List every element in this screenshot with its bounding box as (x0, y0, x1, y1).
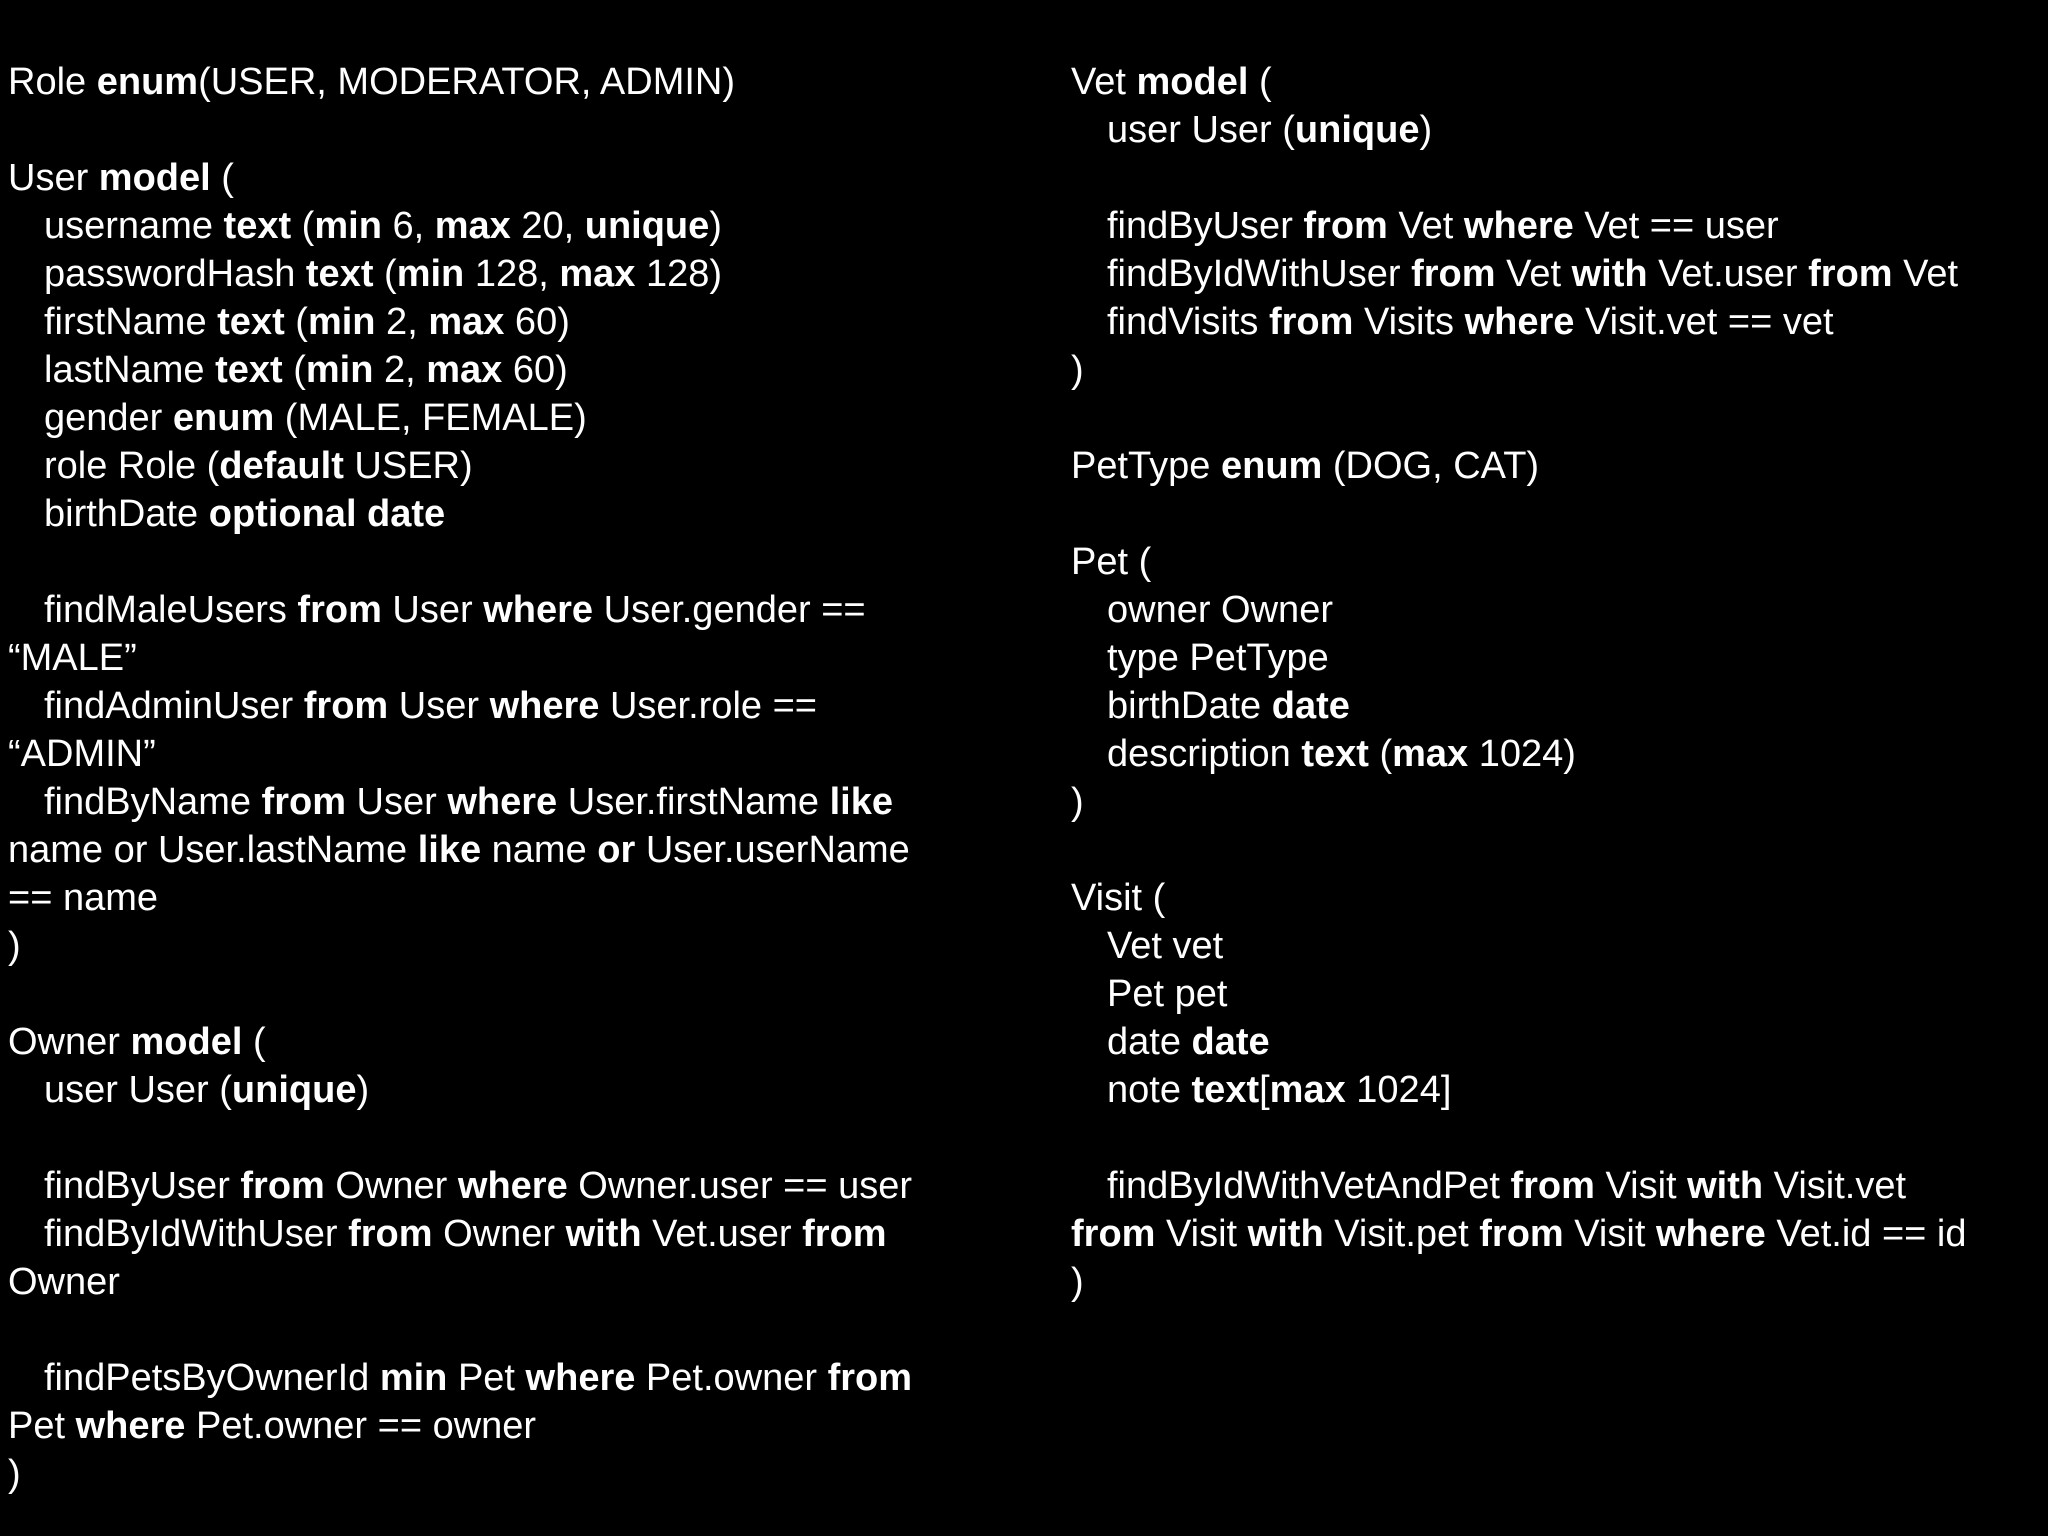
code-text: Pet (8, 1405, 76, 1447)
code-line (1071, 1162, 2041, 1210)
code-keyword: where (489, 685, 600, 727)
blank-line (8, 970, 1008, 1018)
code-line (1071, 106, 2041, 154)
code-keyword: from (297, 589, 382, 631)
code-text: user User ( (1107, 109, 1295, 151)
code-text: username (44, 205, 224, 247)
code-keyword: date (1271, 685, 1350, 727)
code-text: Owner (8, 1021, 131, 1063)
code-text: Vet (1387, 205, 1464, 247)
blank-line (1071, 1114, 2041, 1162)
code-text: findPetsByOwnerId (44, 1357, 380, 1399)
code-text: Pet.owner (635, 1357, 828, 1399)
code-text: ( (373, 253, 397, 295)
code-text: User (388, 685, 490, 727)
code-keyword: from (1479, 1213, 1564, 1255)
code-text: findByIdWithUser (1107, 253, 1412, 295)
code-line (8, 394, 1008, 442)
code-text: User.firstName (557, 781, 830, 823)
code-text: Visit (1594, 1165, 1688, 1207)
code-text: firstName (44, 301, 218, 343)
code-text: User.userName (635, 829, 910, 871)
code-keyword: with (1687, 1165, 1764, 1207)
code-keyword: text (305, 253, 374, 295)
code-line (1071, 250, 2041, 298)
code-line (1071, 346, 2041, 394)
code-text: name (481, 829, 598, 871)
code-text: Vet (1495, 253, 1572, 295)
code-keyword: with (565, 1213, 642, 1255)
code-text: description (1107, 733, 1302, 775)
code-line (8, 1258, 1008, 1306)
code-text: Pet ( (1071, 541, 1152, 583)
code-keyword: model (98, 157, 211, 199)
code-text: findByIdWithVetAndPet (1107, 1165, 1511, 1207)
code-line (8, 202, 1008, 250)
code-keyword: where (75, 1405, 186, 1447)
code-line (1071, 874, 2041, 922)
code-line (8, 442, 1008, 490)
code-text: 2, (373, 349, 427, 391)
code-line (8, 298, 1008, 346)
blank-line (1071, 490, 2041, 538)
code-text: ) (8, 1453, 21, 1495)
code-text: ) (1071, 349, 1084, 391)
code-text: findVisits (1107, 301, 1269, 343)
code-keyword: model (1136, 61, 1249, 103)
code-line (8, 634, 1008, 682)
code-keyword: from (261, 781, 346, 823)
code-keyword: where (483, 589, 594, 631)
code-text: findByUser (1107, 205, 1304, 247)
code-text: date (1107, 1021, 1192, 1063)
code-keyword: enum (1220, 445, 1323, 487)
blank-line (1071, 826, 2041, 874)
code-keyword: unique (231, 1069, 357, 1111)
code-keyword: text (1191, 1069, 1260, 1111)
code-keyword: enum (96, 61, 199, 103)
code-keyword: min (379, 1357, 448, 1399)
code-text: User (8, 157, 99, 199)
code-line (8, 1450, 1008, 1498)
code-keyword: from (348, 1213, 433, 1255)
code-text: findByUser (44, 1165, 241, 1207)
code-text: 128, (464, 253, 560, 295)
code-text: passwordHash (44, 253, 306, 295)
code-keyword: like (829, 781, 893, 823)
code-keyword: from (802, 1213, 887, 1255)
code-line (1071, 730, 2041, 778)
code-text: Vet vet (1107, 925, 1224, 967)
code-line (1071, 970, 2041, 1018)
code-text: Vet == user (1573, 205, 1779, 247)
code-line (8, 1162, 1008, 1210)
code-keyword: where (1463, 205, 1574, 247)
code-text: (DOG, CAT) (1322, 445, 1540, 487)
code-text: 6, (381, 205, 435, 247)
code-line (1071, 586, 2041, 634)
code-text: 2, (375, 301, 429, 343)
code-text: 128) (635, 253, 723, 295)
blank-line (8, 538, 1008, 586)
code-text: role Role ( (44, 445, 220, 487)
code-text: type PetType (1107, 637, 1329, 679)
code-keyword: where (1464, 301, 1575, 343)
code-keyword: unique (1294, 109, 1420, 151)
code-line (1071, 58, 2041, 106)
code-text: ( (282, 349, 306, 391)
code-line (1071, 922, 2041, 970)
code-line (1071, 634, 2041, 682)
code-text: Visits (1353, 301, 1465, 343)
code-keyword: from (827, 1357, 913, 1399)
code-keyword: like (417, 829, 482, 871)
code-line (8, 154, 1008, 202)
code-text: Vet.user (641, 1213, 803, 1255)
code-text: (MALE, FEMALE) (274, 397, 587, 439)
code-text: (USER, MODERATOR, ADMIN) (198, 61, 736, 103)
blank-line (8, 1114, 1008, 1162)
code-line (1071, 538, 2041, 586)
code-text: Pet.owner == owner (185, 1405, 537, 1447)
code-keyword: from (1510, 1165, 1595, 1207)
code-text: Owner (432, 1213, 566, 1255)
code-line (8, 490, 1008, 538)
code-keyword: from (240, 1165, 325, 1207)
code-text: 60) (502, 349, 568, 391)
code-text: User.gender == (593, 589, 866, 631)
blank-line (8, 1306, 1008, 1354)
code-text: Visit ( (1071, 877, 1166, 919)
code-text: Vet.id == id (1765, 1213, 1967, 1255)
code-text: birthDate (1107, 685, 1272, 727)
code-text: ( (242, 1021, 266, 1063)
code-keyword: where (525, 1357, 636, 1399)
code-text: user User ( (44, 1069, 232, 1111)
code-keyword: min (307, 301, 376, 343)
code-line (8, 1210, 1008, 1258)
code-text: PetType (1071, 445, 1221, 487)
code-line (8, 1354, 1008, 1402)
code-line (1071, 442, 2041, 490)
code-line (8, 730, 1008, 778)
code-keyword: or (597, 829, 636, 871)
code-keyword: with (1571, 253, 1648, 295)
code-text: findByName (44, 781, 262, 823)
code-text: Visit (1563, 1213, 1656, 1255)
code-keyword: text (1301, 733, 1369, 775)
code-keyword: where (457, 1165, 568, 1207)
code-line (8, 1402, 1008, 1450)
code-line (1071, 1258, 2041, 1306)
code-text: Visit.pet (1323, 1213, 1480, 1255)
code-text: Vet (1892, 253, 1959, 295)
code-keyword: max (426, 349, 503, 391)
code-line (8, 58, 1008, 106)
code-line (8, 586, 1008, 634)
code-keyword: max (428, 301, 505, 343)
code-keyword: where (447, 781, 558, 823)
code-text: [ (1259, 1069, 1270, 1111)
code-text: User.role == (599, 685, 817, 727)
code-text: Owner (8, 1261, 120, 1303)
code-line (1071, 682, 2041, 730)
code-line (8, 778, 1008, 826)
code-keyword: max (1392, 733, 1469, 775)
blank-line (1071, 154, 2041, 202)
code-keyword: min (314, 205, 382, 247)
code-keyword: where (1655, 1213, 1766, 1255)
code-keyword: enum (172, 397, 275, 439)
code-keyword: default (219, 445, 344, 487)
code-line (1071, 298, 2041, 346)
code-keyword: unique (584, 205, 710, 247)
code-text: Role (8, 61, 97, 103)
code-keyword: with (1247, 1213, 1324, 1255)
code-keyword: text (223, 205, 292, 247)
code-text: Owner (324, 1165, 458, 1207)
right-code-column (1071, 58, 2041, 1306)
code-text: name or User.lastName (8, 829, 418, 871)
code-keyword: min (305, 349, 374, 391)
code-text: 1024) (1468, 733, 1576, 775)
code-text: “ADMIN” (8, 733, 156, 775)
code-text: USER) (343, 445, 473, 487)
code-text: ) (1419, 109, 1433, 151)
code-text: Vet (1071, 61, 1137, 103)
code-text: ( (210, 157, 234, 199)
code-line (1071, 1210, 2041, 1258)
code-text: Owner.user == user (567, 1165, 913, 1207)
code-text: Vet.user (1647, 253, 1809, 295)
code-line (8, 1018, 1008, 1066)
code-keyword: optional date (208, 493, 446, 535)
code-line (8, 682, 1008, 730)
code-line (8, 874, 1008, 922)
code-text: gender (44, 397, 173, 439)
code-text: == name (8, 877, 158, 919)
code-keyword: from (1411, 253, 1496, 295)
code-text: owner Owner (1107, 589, 1333, 631)
code-keyword: from (1303, 205, 1388, 247)
code-keyword: model (130, 1021, 243, 1063)
code-text: lastName (44, 349, 216, 391)
code-keyword: max (559, 253, 636, 295)
code-text: Pet pet (1107, 973, 1228, 1015)
code-line (8, 1066, 1008, 1114)
code-keyword: from (303, 685, 389, 727)
blank-line (8, 106, 1008, 154)
code-keyword: max (434, 205, 511, 247)
code-keyword: from (1071, 1213, 1156, 1255)
code-keyword: min (396, 253, 465, 295)
code-text: 20, (510, 205, 585, 247)
code-text: birthDate (44, 493, 209, 535)
code-text: User (381, 589, 484, 631)
code-text: 60) (504, 301, 570, 343)
code-text: Visit.vet (1763, 1165, 1907, 1207)
code-text: Visit.vet == vet (1574, 301, 1834, 343)
code-text: ) (1071, 781, 1084, 823)
code-text: ( (284, 301, 308, 343)
code-text: ( (1368, 733, 1393, 775)
code-line (1071, 202, 2041, 250)
blank-line (1071, 394, 2041, 442)
code-line (1071, 1018, 2041, 1066)
code-text: 1024] (1345, 1069, 1452, 1111)
code-text: note (1107, 1069, 1192, 1111)
left-code-column (8, 58, 1008, 1498)
code-text: Pet (447, 1357, 526, 1399)
code-keyword: date (1191, 1021, 1270, 1063)
code-line (8, 346, 1008, 394)
code-text: ) (1071, 1261, 1084, 1303)
code-keyword: from (1808, 253, 1893, 295)
code-keyword: text (217, 301, 285, 343)
code-line (8, 922, 1008, 970)
code-keyword: max (1269, 1069, 1346, 1111)
code-line (8, 250, 1008, 298)
code-line (1071, 778, 2041, 826)
code-text: ) (8, 925, 21, 967)
code-text: ( (291, 205, 315, 247)
code-text: findByIdWithUser (44, 1213, 349, 1255)
code-keyword: from (1268, 301, 1354, 343)
code-line (8, 826, 1008, 874)
code-line (1071, 1066, 2041, 1114)
code-text: “MALE” (8, 637, 137, 679)
code-text: findMaleUsers (44, 589, 298, 631)
code-text: ) (709, 205, 722, 247)
code-text: findAdminUser (44, 685, 304, 727)
code-text: ) (356, 1069, 370, 1111)
code-keyword: text (215, 349, 283, 391)
code-text: User (346, 781, 448, 823)
code-text: ( (1248, 61, 1272, 103)
code-text: Visit (1155, 1213, 1248, 1255)
